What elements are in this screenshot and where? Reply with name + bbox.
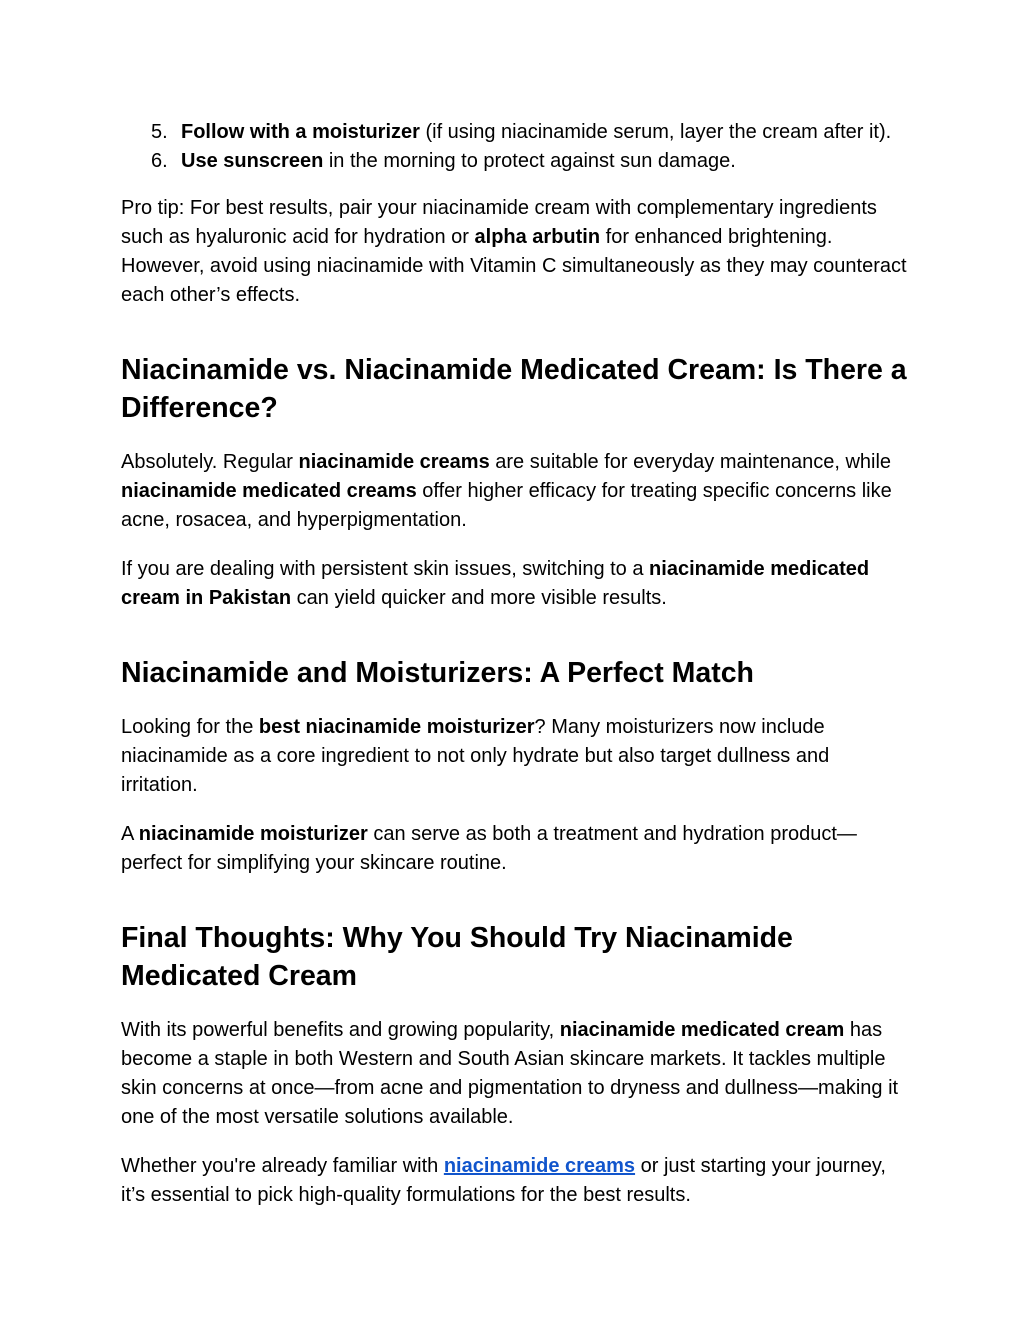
text-run: or just starting your journey, it’s essential to pick high-quality formulations for the best results.	[121, 1155, 886, 1206]
document-page	[121, 118, 911, 1210]
steps-list	[121, 118, 911, 176]
list-item	[121, 147, 911, 176]
bold-term: niacinamide medicated cream	[559, 1019, 845, 1041]
list-item-text: in the morning to protect against sun damage.	[323, 150, 736, 172]
text-run: has become a staple in both Western and South Asian skincare markets. It tackles multiple skin concerns at once—from acne and pigmentation to dryness and dullness—making it one of the most versatile solutions available.	[121, 1019, 899, 1128]
text-run: Pro tip: For best results, pair your niacinamide cream with complementary ingredients such as hyaluronic acid for hydration or	[121, 197, 877, 248]
bold-term: niacinamide creams	[298, 451, 490, 473]
text-run: are suitable for everyday maintenance, while	[489, 451, 892, 473]
bold-term: best niacinamide moisturizer	[258, 716, 535, 738]
list-item	[121, 118, 911, 147]
text-run: can serve as both a treatment and hydration product—perfect for simplifying your skincare routine.	[121, 823, 857, 874]
text-run: for enhanced brightening. However, avoid using niacinamide with Vitamin C simultaneously as they may counteract each other’s effects.	[121, 226, 907, 306]
paragraph	[121, 448, 911, 535]
bold-term: alpha arbutin	[474, 226, 601, 248]
list-item-number: 5.	[151, 121, 168, 143]
text-run: Absolutely. Regular	[121, 451, 299, 473]
list-item-text: (if using niacinamide serum, layer the cream after it).	[419, 121, 892, 143]
text-run: A	[121, 823, 139, 845]
text-run: With its powerful benefits and growing popularity,	[121, 1019, 560, 1041]
text-run: ? Many moisturizers now include niacinamide as a core ingredient to not only hydrate but also target dullness and irritation.	[121, 716, 830, 796]
list-item-number: 6.	[151, 150, 168, 172]
bold-term: niacinamide moisturizer	[138, 823, 368, 845]
text-run: offer higher efficacy for treating specific concerns like acne, rosacea, and hyperpigmentation.	[121, 480, 892, 531]
section-heading-difference: Niacinamide vs. Niacinamide Medicated Cream: Is There a Difference?	[121, 354, 907, 424]
text-run: Whether you're already familiar with	[121, 1155, 444, 1177]
list-item-bold: Follow with a moisturizer	[181, 121, 420, 143]
paragraph	[121, 1016, 911, 1132]
paragraph	[121, 713, 911, 800]
paragraph	[121, 1152, 911, 1210]
section-heading-moisturizers: Niacinamide and Moisturizers: A Perfect Match	[121, 657, 754, 689]
text-run: can yield quicker and more visible results.	[291, 587, 667, 609]
paragraph	[121, 555, 911, 613]
section-heading-final-thoughts: Final Thoughts: Why You Should Try Niacinamide Medicated Cream	[121, 922, 793, 992]
list-item-bold: Use sunscreen	[181, 150, 324, 172]
niacinamide-creams-link[interactable]: niacinamide creams	[443, 1155, 636, 1177]
text-run: If you are dealing with persistent skin issues, switching to a	[121, 558, 650, 580]
text-run: Looking for the	[121, 716, 259, 738]
pro-tip-paragraph	[121, 194, 911, 310]
bold-term: niacinamide medicated creams	[121, 480, 417, 502]
bold-term: niacinamide medicated cream in Pakistan	[121, 558, 870, 609]
paragraph	[121, 820, 911, 878]
